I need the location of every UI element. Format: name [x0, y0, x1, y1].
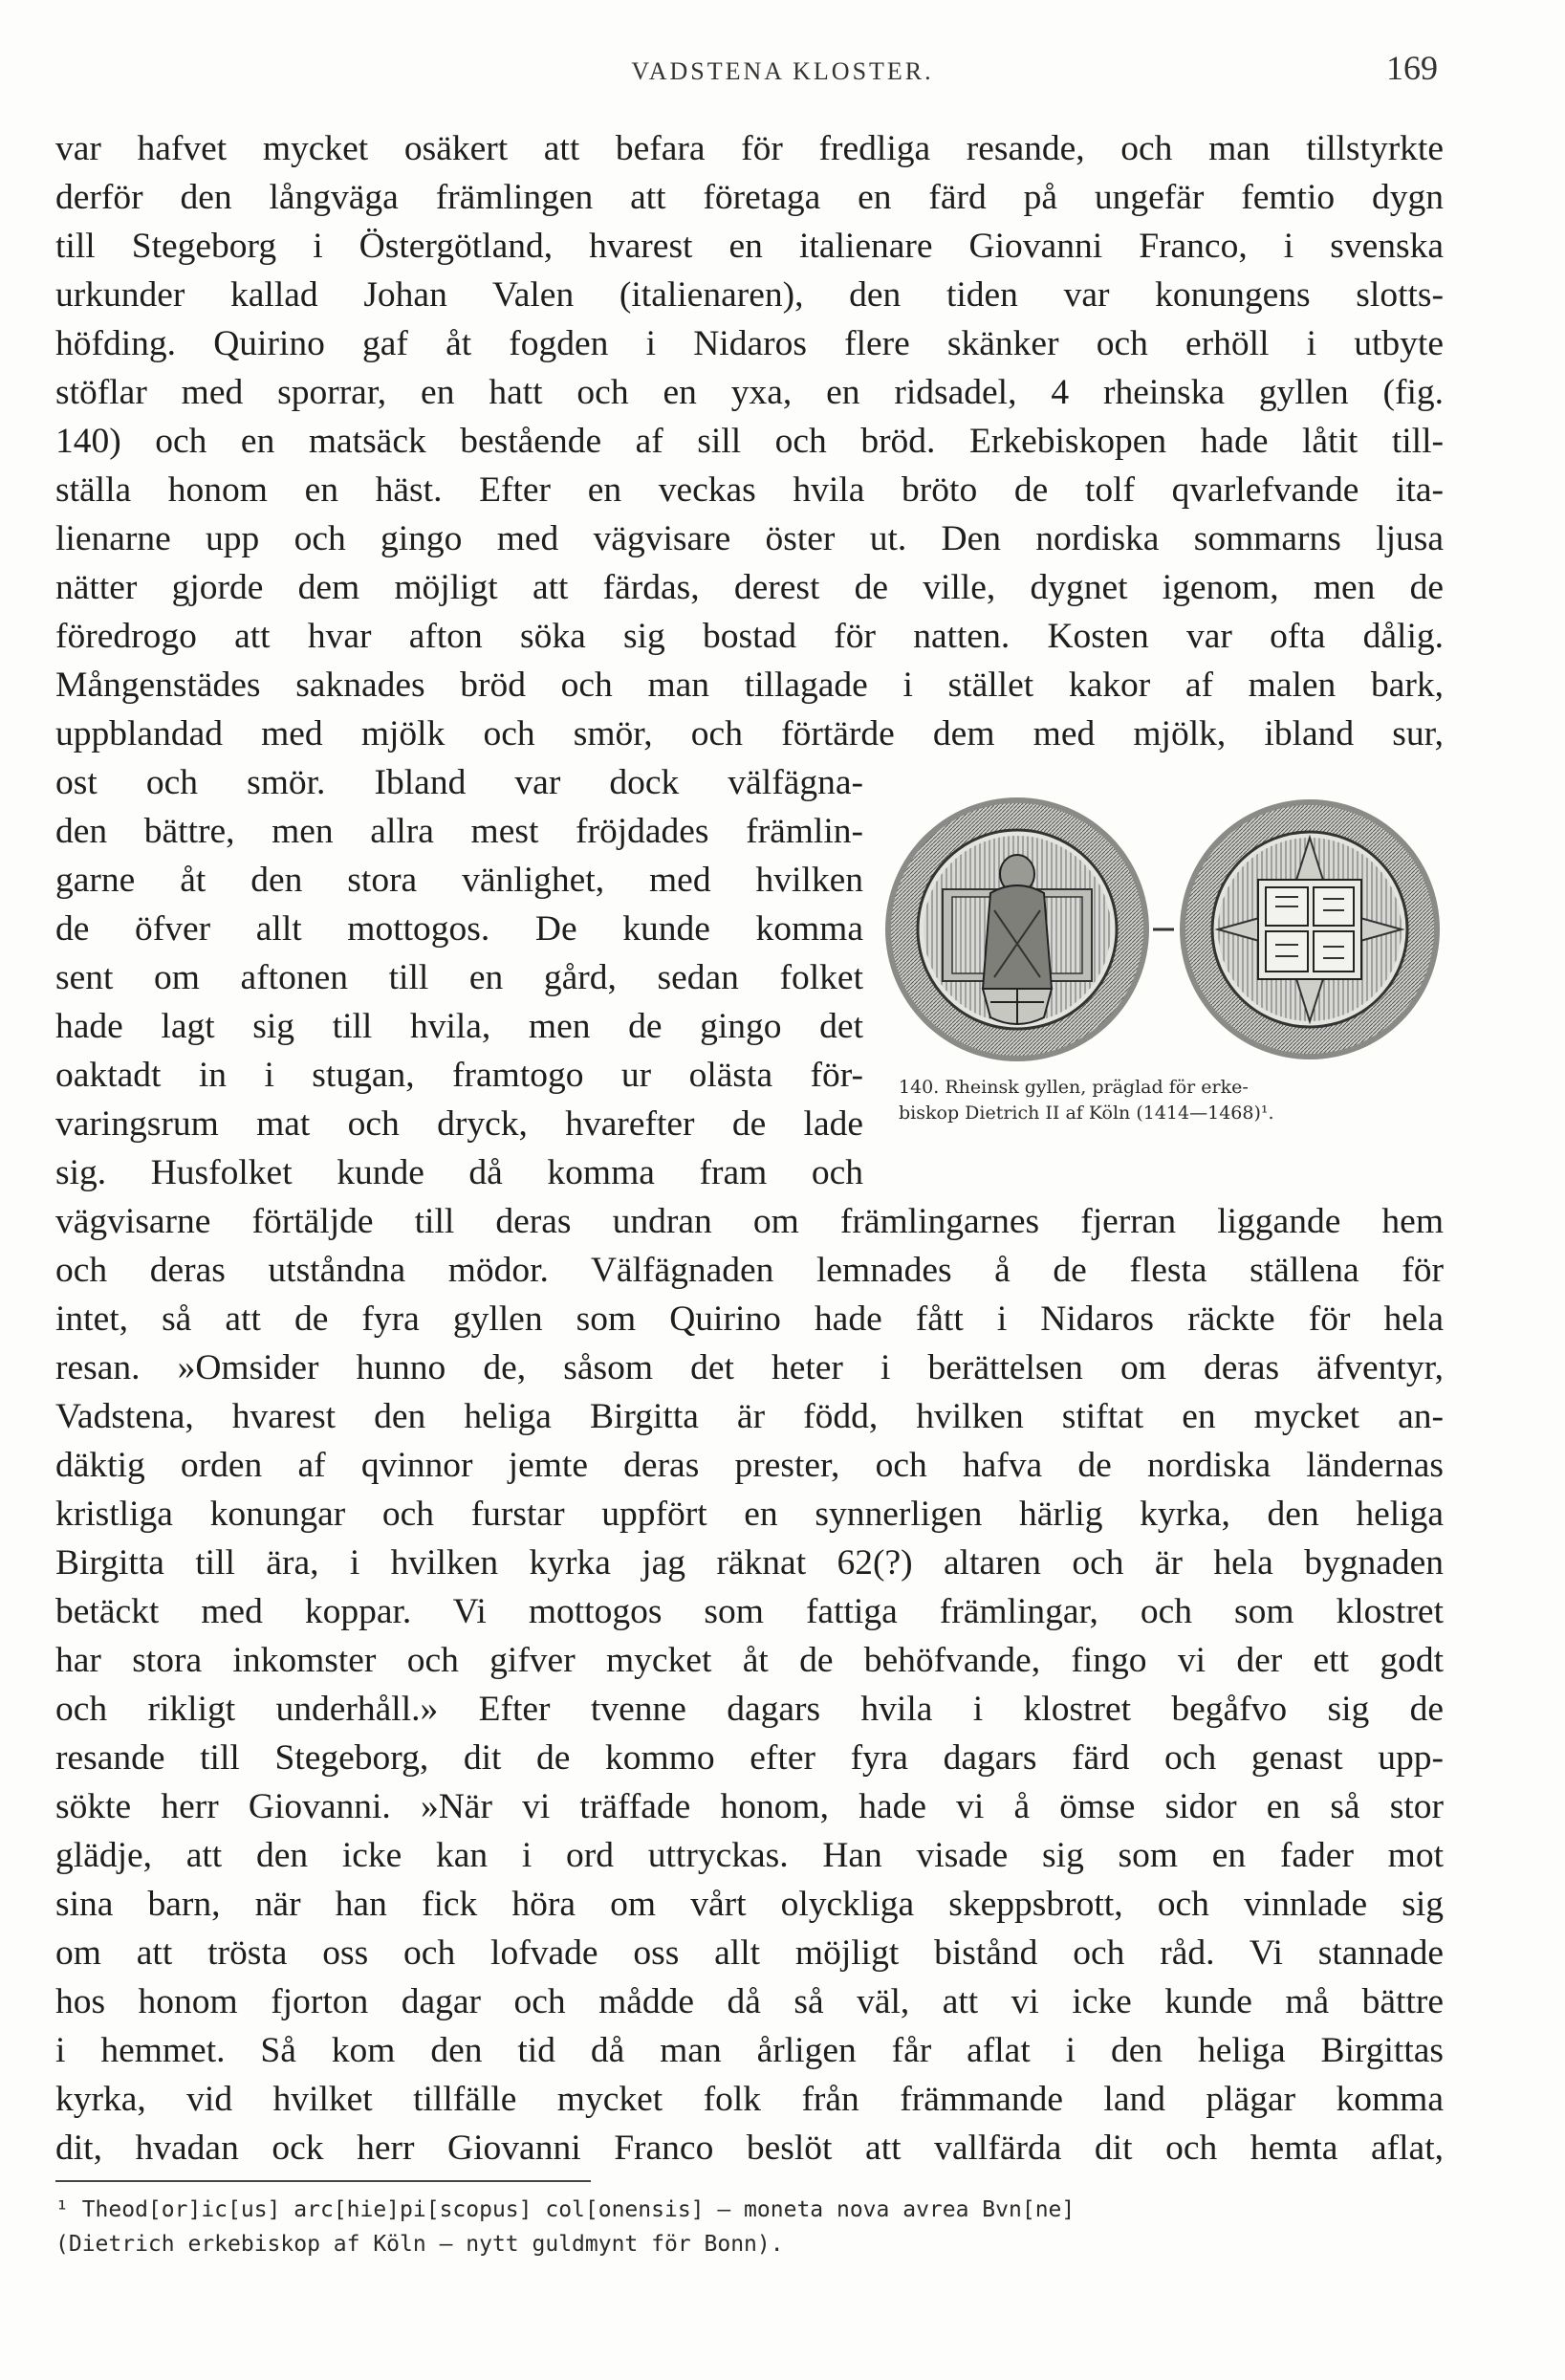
text-line: nätter gjorde dem möjligt att färdas, derest de ville, dygnet igenom, men de [55, 568, 1444, 607]
coin-figure [883, 786, 1445, 1073]
coin-obverse-image [885, 797, 1149, 1061]
text-line: oaktadt in i stugan, framtogo ur olästa för- [55, 1056, 863, 1095]
text-line: har stora inkomster och gifver mycket åt de behöfvande, fingo vi der ett godt [55, 1641, 1444, 1680]
text-line: sökte herr Giovanni. »När vi träffade honom, hade vi å ömse sidor en så stor [55, 1787, 1444, 1826]
text-line: stöflar med sporrar, en hatt och en yxa, en ridsadel, 4 rheinska gyllen (fig. [55, 373, 1444, 412]
text-line: föredrogo att hvar afton söka sig bostad för natten. Kosten var ofta dålig. [55, 617, 1444, 656]
text-line: uppblandad med mjölk och smör, och förtärde dem med mjölk, ibland sur, [55, 714, 1444, 753]
text-line: sig. Husfolket kunde då komma fram och [55, 1153, 863, 1192]
text-line: de öfver allt mottogos. De kunde komma [55, 909, 863, 949]
footnote-line-1: ¹ Theod[or]ic[us] arc[hie]pi[scopus] col[onensis] — moneta nova avrea Bvn[ne] [55, 2197, 1076, 2222]
text-line: 140) och en matsäck bestående af sill och bröd. Erkebiskopen hade låtit till- [55, 422, 1444, 461]
coin-reverse-image [1180, 799, 1440, 1059]
text-line: i hemmet. Så kom den tid då man årligen får aflat i den heliga Birgittas [55, 2031, 1444, 2070]
text-line: urkunder kallad Johan Valen (italienaren), den tiden var konungens slotts- [55, 275, 1444, 315]
text-line: lienarne upp och gingo med vägvisare öster ut. Den nordiska sommarns ljusa [55, 519, 1444, 558]
text-line: hade lagt sig till hvila, men de gingo det [55, 1007, 863, 1046]
text-line: intet, så att de fyra gyllen som Quirino hade fått i Nidaros räckte för hela [55, 1299, 1444, 1339]
text-line: höfding. Quirino gaf åt fogden i Nidaros flere skänker och erhöll i utbyte [55, 324, 1444, 363]
text-line: varingsrum mat och dryck, hvarefter de lade [55, 1104, 863, 1144]
text-line: sina barn, när han fick höra om vårt olyckliga skeppsbrott, och vinnlade sig [55, 1885, 1444, 1924]
text-line: glädje, att den icke kan i ord uttryckas. Han visade sig som en fader mot [55, 1836, 1444, 1875]
figure-caption [899, 1075, 1453, 1126]
text-line: garne åt den stora vänlighet, med hvilken [55, 861, 863, 900]
text-line: resan. »Omsider hunno de, såsom det heter i berättelsen om deras äfventyr, [55, 1348, 1444, 1387]
text-line: kyrka, vid hvilket tillfälle mycket folk från främmande land plägar komma [55, 2080, 1444, 2119]
text-line: ställa honom en häst. Efter en veckas hvila bröto de tolf qvarlefvande ita- [55, 470, 1444, 510]
text-line: den bättre, men allra mest fröjdades främlin- [55, 812, 863, 851]
text-line: Vadstena, hvarest den heliga Birgitta är född, hvilken stiftat en mycket an- [55, 1397, 1444, 1436]
text-line: och deras utståndna mödor. Välfägnaden lemnades å de flesta ställena för [55, 1251, 1444, 1290]
text-line: derför den långväga främlingen att företaga en färd på ungefär femtio dygn [55, 178, 1444, 217]
text-line: Mångenstädes saknades bröd och man tillagade i stället kakor af malen bark, [55, 666, 1444, 705]
text-line: dit, hvadan ock herr Giovanni Franco beslöt att vallfärda dit och hemta aflat, [55, 2129, 1444, 2168]
running-title: VADSTENA KLOSTER. [631, 57, 934, 85]
figure-caption-line-2: biskop Dietrich II af Köln (1414—1468)¹. [899, 1103, 1274, 1124]
page-number: 169 [1386, 49, 1438, 87]
text-line: vägvisarne förtäljde till deras undran om främlingarnes fjerran liggande hem [55, 1202, 1444, 1241]
text-line: däktig orden af qvinnor jemte deras prester, och hafva de nordiska ländernas [55, 1446, 1444, 1485]
text-line: sent om aftonen till en gård, sedan folket [55, 958, 863, 997]
text-line: och rikligt underhåll.» Efter tvenne dagars hvila i klostret begåfvo sig de [55, 1690, 1444, 1729]
text-line: var hafvet mycket osäkert att befara för fredliga resande, och man tillstyrkte [55, 129, 1444, 168]
text-line: kristliga konungar och furstar uppfört en synnerligen härlig kyrka, den heliga [55, 1495, 1444, 1534]
text-line: om att trösta oss och lofvade oss allt möjligt bistånd och råd. Vi stannade [55, 1933, 1444, 1973]
text-line: resande till Stegeborg, dit de kommo efter fyra dagars färd och genast upp- [55, 1738, 1444, 1778]
figure-caption-line-1: 140. Rheinsk gyllen, präglad för erke- [899, 1077, 1249, 1098]
footnote-rule [55, 2180, 591, 2182]
text-line: hos honom fjorton dagar och mådde då så väl, att vi icke kunde må bättre [55, 1982, 1444, 2021]
text-line: Birgitta till ära, i hvilken kyrka jag räknat 62(?) altaren och är hela bygnaden [55, 1543, 1444, 1583]
text-line: betäckt med koppar. Vi mottogos som fattiga främlingar, och som klostret [55, 1592, 1444, 1631]
text-line: ost och smör. Ibland var dock välfägna- [55, 763, 863, 802]
footnote-line-2: (Dietrich erkebiskop af Köln — nytt guldmynt för Bonn). [55, 2232, 784, 2257]
text-line: till Stegeborg i Östergötland, hvarest en italienare Giovanni Franco, i svenska [55, 227, 1444, 266]
